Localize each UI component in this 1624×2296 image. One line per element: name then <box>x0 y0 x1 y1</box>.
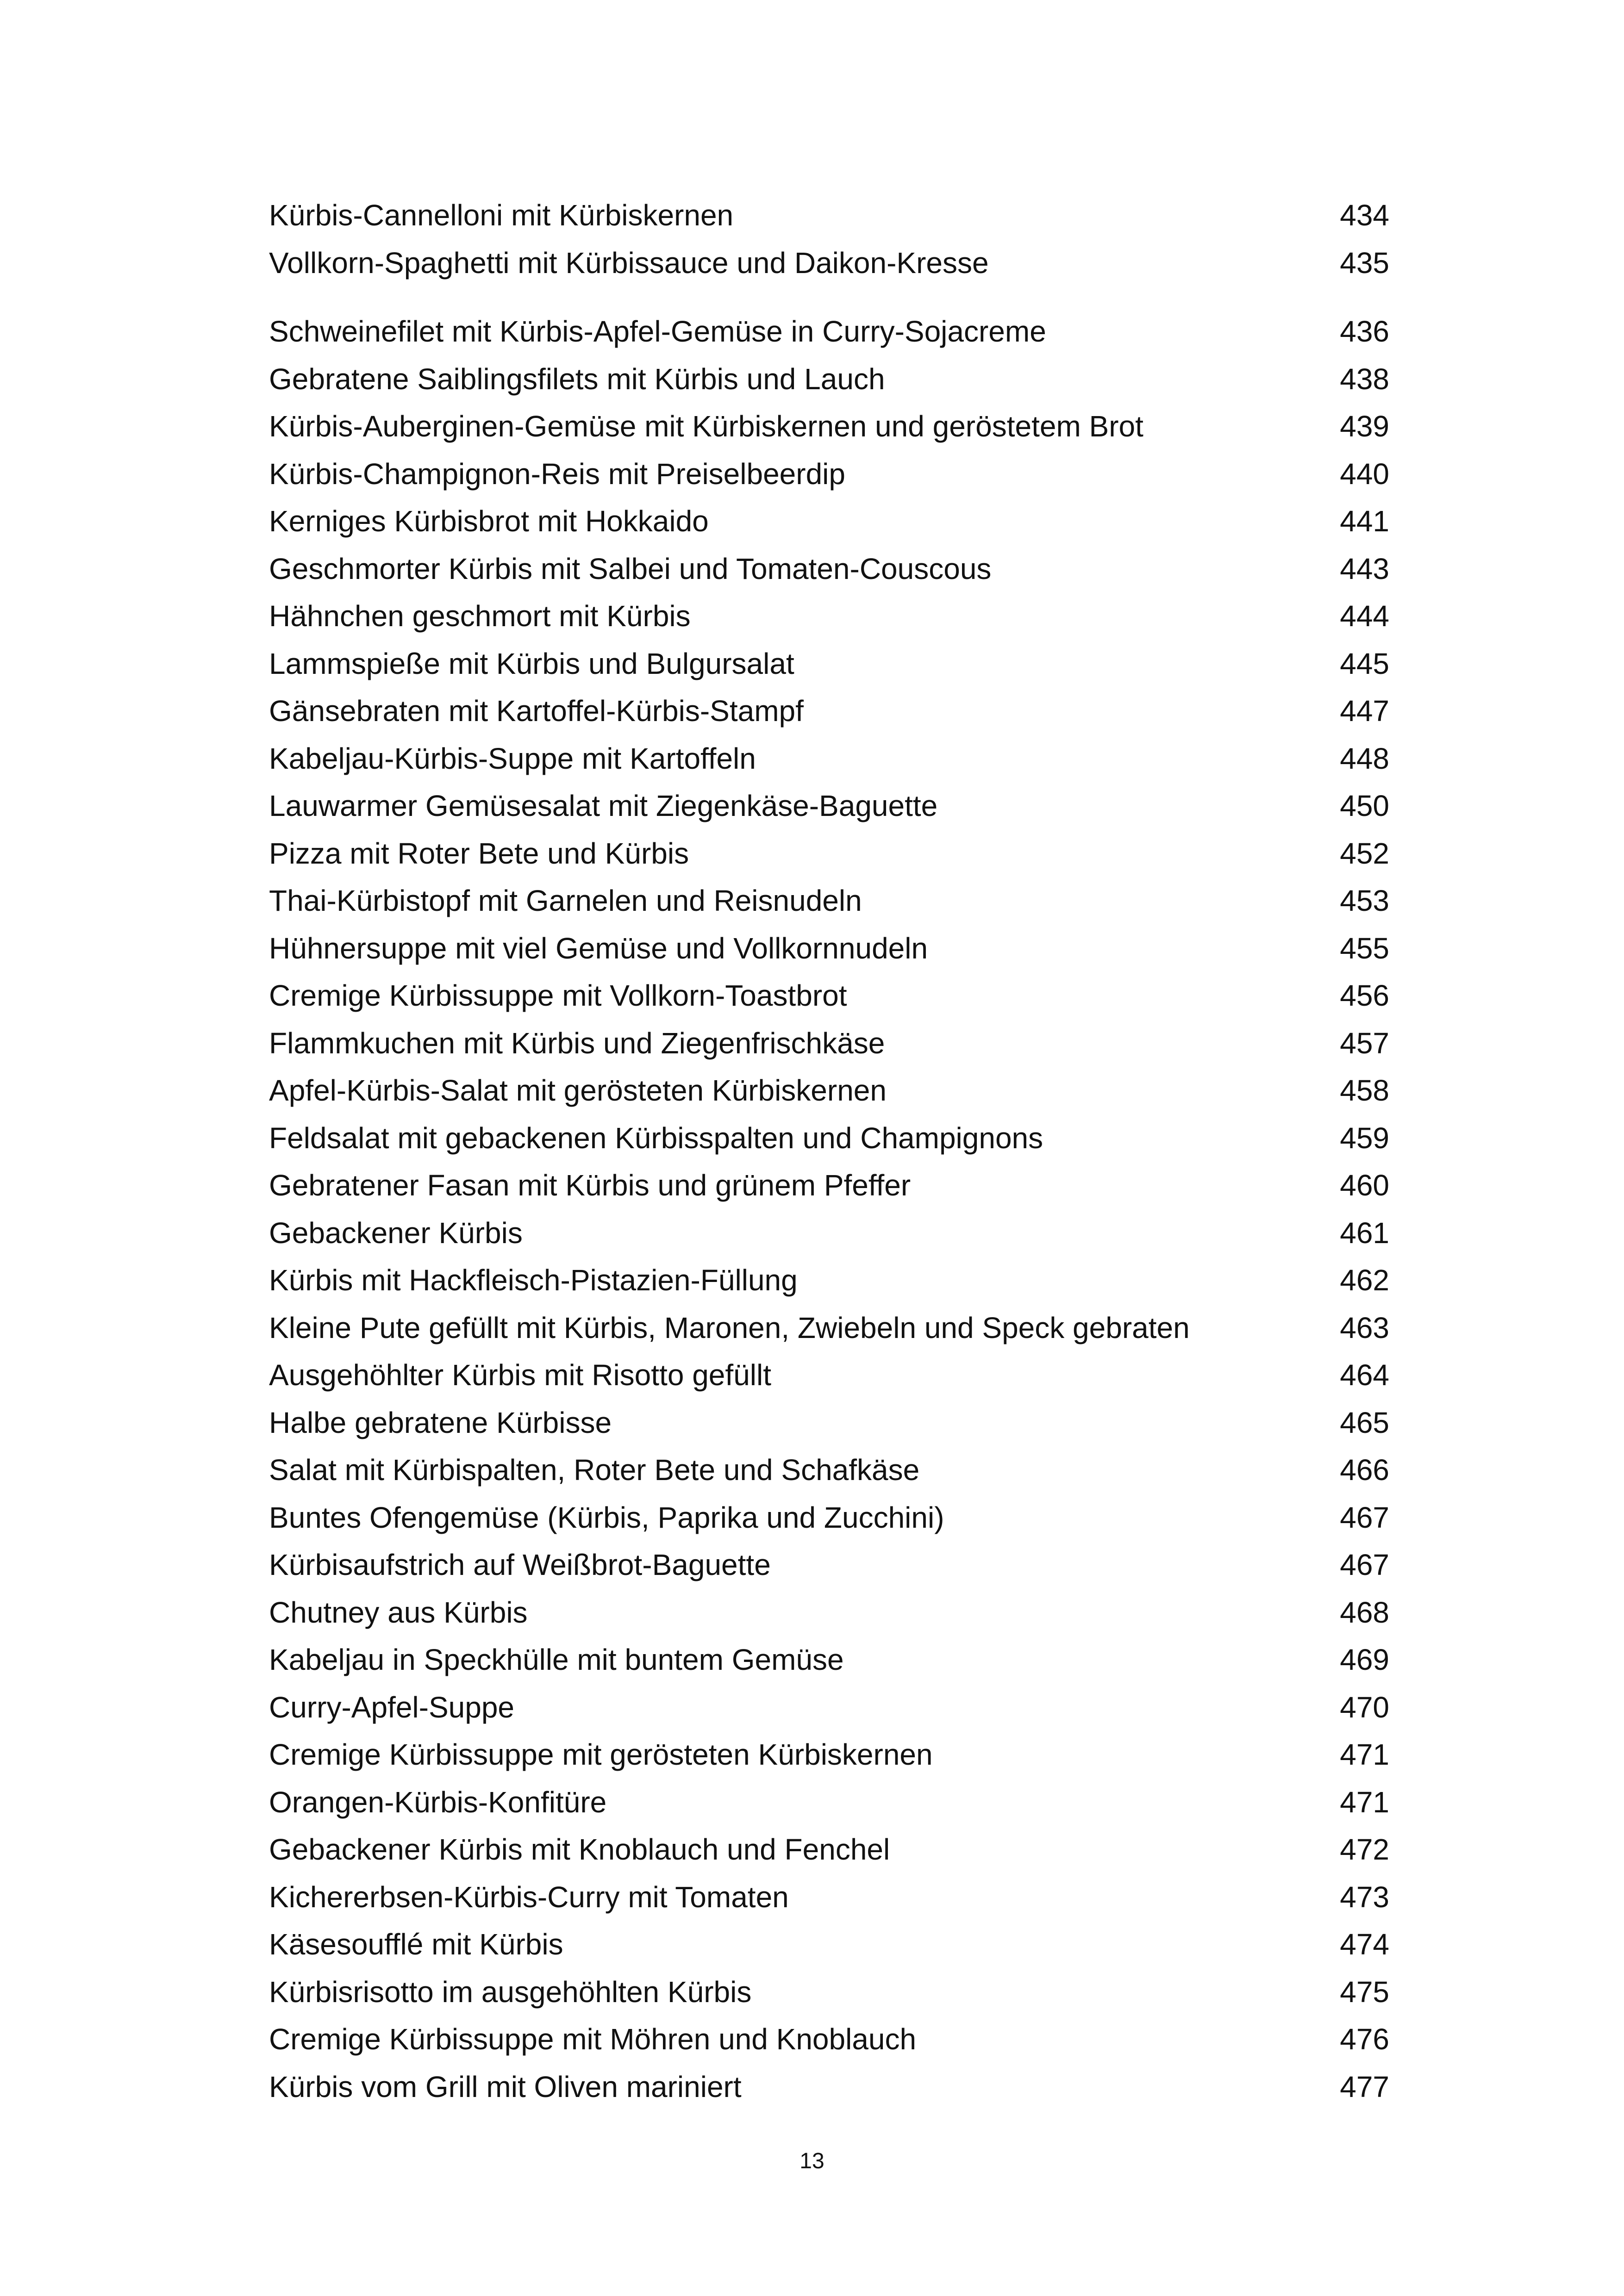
toc-entry-title: Kabeljau-Kürbis-Suppe mit Kartoffeln <box>269 741 756 775</box>
toc-entry <box>269 972 1389 1020</box>
toc-entry-title: Kerniges Kürbisbrot mit Hokkaido <box>269 504 709 538</box>
toc-entry-title: Vollkorn-Spaghetti mit Kürbissauce und Daikon-Kresse <box>269 246 989 280</box>
toc-entry-title: Kabeljau in Speckhülle mit buntem Gemüse <box>269 1643 844 1676</box>
toc-entry-title: Lammspieße mit Kürbis und Bulgursalat <box>269 647 794 680</box>
toc-entry-page: 470 <box>1340 1690 1389 1724</box>
toc-entry-title: Buntes Ofengemüse (Kürbis, Paprika und Zucchini) <box>269 1500 944 1534</box>
toc-entry-page: 473 <box>1340 1880 1389 1914</box>
toc-entry-page: 468 <box>1340 1595 1389 1629</box>
toc-entry-title: Kichererbsen-Kürbis-Curry mit Tomaten <box>269 1880 789 1914</box>
toc-entry <box>269 1351 1389 1399</box>
toc-entry <box>269 735 1389 783</box>
toc-entry <box>269 1067 1389 1114</box>
toc-entry-page: 461 <box>1340 1216 1389 1250</box>
toc-entry-title: Chutney aus Kürbis <box>269 1595 528 1629</box>
toc-entry-page: 471 <box>1340 1785 1389 1819</box>
toc-entry <box>269 1684 1389 1731</box>
toc-entry <box>269 1636 1389 1684</box>
toc-entry-page: 467 <box>1340 1500 1389 1534</box>
toc-entry-title: Kürbis vom Grill mit Oliven mariniert <box>269 2070 742 2103</box>
toc-entry-page: 453 <box>1340 884 1389 917</box>
toc-entry-page: 464 <box>1340 1358 1389 1392</box>
toc-entry <box>269 830 1389 877</box>
toc-entry <box>269 877 1389 925</box>
toc-entry-page: 456 <box>1340 979 1389 1012</box>
toc-entry-title: Pizza mit Roter Bete und Kürbis <box>269 836 689 870</box>
toc-entry-page: 474 <box>1340 1928 1389 1961</box>
toc-entry <box>269 1873 1389 1921</box>
toc-entry <box>269 308 1389 355</box>
toc-entry-page: 444 <box>1340 599 1389 633</box>
toc-entry <box>269 1399 1389 1447</box>
toc-entry-title: Curry-Apfel-Suppe <box>269 1690 514 1724</box>
toc-entry-title: Kleine Pute gefüllt mit Kürbis, Maronen, Zwiebeln und Speck gebraten <box>269 1311 1190 1344</box>
toc-entry <box>269 2016 1389 2063</box>
toc-entry-title: Gebackener Kürbis <box>269 1216 523 1250</box>
toc-entry-page: 435 <box>1340 246 1389 280</box>
toc-entry-title: Feldsalat mit gebackenen Kürbisspalten und Champignons <box>269 1121 1043 1155</box>
toc-entry-title: Hühnersuppe mit viel Gemüse und Vollkornnudeln <box>269 931 928 965</box>
toc-entry <box>269 2063 1389 2111</box>
toc-entry-title: Apfel-Kürbis-Salat mit gerösteten Kürbiskernen <box>269 1074 887 1107</box>
toc-entry-title: Ausgehöhlter Kürbis mit Risotto gefüllt <box>269 1358 771 1392</box>
toc-entry-page: 472 <box>1340 1833 1389 1866</box>
toc-entry-page: 477 <box>1340 2070 1389 2103</box>
toc-entry-title: Kürbisrisotto im ausgehöhlten Kürbis <box>269 1975 752 2009</box>
toc-entry-page: 457 <box>1340 1026 1389 1060</box>
toc-entry-title: Cremige Kürbissuppe mit Möhren und Knoblauch <box>269 2022 917 2056</box>
toc-entry-page: 434 <box>1340 199 1389 232</box>
toc-entry <box>269 403 1389 450</box>
toc-entry-title: Kürbis mit Hackfleisch-Pistazien-Füllung <box>269 1263 798 1297</box>
toc-entry-title: Flammkuchen mit Kürbis und Ziegenfrischkäse <box>269 1026 885 1060</box>
toc-entry-title: Salat mit Kürbispalten, Roter Bete und Schafkäse <box>269 1453 920 1487</box>
toc-entry-page: 458 <box>1340 1074 1389 1107</box>
toc-entry <box>269 1779 1389 1826</box>
toc-entry-page: 450 <box>1340 789 1389 822</box>
toc-entry <box>269 925 1389 972</box>
toc-entry-page: 459 <box>1340 1121 1389 1155</box>
toc-entry <box>269 1968 1389 2016</box>
table-of-contents <box>269 192 1389 2110</box>
toc-entry <box>269 545 1389 593</box>
toc-entry-page: 462 <box>1340 1263 1389 1297</box>
toc-entry-page: 440 <box>1340 457 1389 491</box>
toc-entry-page: 471 <box>1340 1738 1389 1771</box>
toc-entry <box>269 1494 1389 1542</box>
toc-entry-title: Orangen-Kürbis-Konfitüre <box>269 1785 607 1819</box>
toc-entry-page: 466 <box>1340 1453 1389 1487</box>
toc-entry-title: Kürbis-Cannelloni mit Kürbiskernen <box>269 199 734 232</box>
toc-entry <box>269 1541 1389 1589</box>
toc-entry-page: 469 <box>1340 1643 1389 1676</box>
toc-entry-page: 455 <box>1340 931 1389 965</box>
toc-entry-page: 438 <box>1340 362 1389 396</box>
toc-entry-title: Cremige Kürbissuppe mit gerösteten Kürbiskernen <box>269 1738 933 1771</box>
toc-entry <box>269 592 1389 640</box>
toc-entry-page: 443 <box>1340 552 1389 585</box>
toc-entry-title: Halbe gebratene Kürbisse <box>269 1406 612 1439</box>
toc-entry-page: 452 <box>1340 836 1389 870</box>
toc-entry-title: Thai-Kürbistopf mit Garnelen und Reisnudeln <box>269 884 862 917</box>
toc-entry-title: Gebratener Fasan mit Kürbis und grünem Pfeffer <box>269 1169 911 1202</box>
toc-entry <box>269 498 1389 545</box>
toc-entry-page: 439 <box>1340 410 1389 443</box>
toc-entry <box>269 687 1389 735</box>
toc-entry <box>269 1209 1389 1257</box>
toc-entry <box>269 355 1389 403</box>
toc-entry-page: 445 <box>1340 647 1389 680</box>
toc-entry <box>269 1304 1389 1352</box>
toc-entry-page: 448 <box>1340 741 1389 775</box>
toc-entry <box>269 450 1389 498</box>
toc-entry-title: Geschmorter Kürbis mit Salbei und Tomaten-Couscous <box>269 552 992 585</box>
toc-entry <box>269 1257 1389 1304</box>
toc-entry-title: Gebratene Saiblingsfilets mit Kürbis und Lauch <box>269 362 885 396</box>
toc-entry-title: Kürbis-Auberginen-Gemüse mit Kürbiskernen und geröstetem Brot <box>269 410 1143 443</box>
toc-entry <box>269 1162 1389 1209</box>
toc-entry <box>269 1446 1389 1494</box>
toc-entry-page: 460 <box>1340 1169 1389 1202</box>
toc-entry-page: 447 <box>1340 694 1389 728</box>
page-number: 13 <box>800 2149 824 2173</box>
toc-entry-title: Gänsebraten mit Kartoffel-Kürbis-Stampf <box>269 694 804 728</box>
toc-entry-title: Gebackener Kürbis mit Knoblauch und Fenchel <box>269 1833 890 1866</box>
toc-entry-page: 436 <box>1340 315 1389 348</box>
toc-entry <box>269 782 1389 830</box>
toc-entry-title: Kürbisaufstrich auf Weißbrot-Baguette <box>269 1548 771 1581</box>
toc-entry <box>269 1826 1389 1873</box>
toc-entry <box>269 1921 1389 1968</box>
toc-entry <box>269 192 1389 239</box>
toc-entry-title: Schweinefilet mit Kürbis-Apfel-Gemüse in Curry-Sojacreme <box>269 315 1046 348</box>
toc-entry-title: Hähnchen geschmort mit Kürbis <box>269 599 691 633</box>
toc-entry <box>269 1020 1389 1067</box>
toc-entry-title: Kürbis-Champignon-Reis mit Preiselbeerdip <box>269 457 845 491</box>
toc-entry <box>269 239 1389 287</box>
toc-entry-page: 467 <box>1340 1548 1389 1581</box>
toc-entry-page: 463 <box>1340 1311 1389 1344</box>
toc-entry-page: 441 <box>1340 504 1389 538</box>
toc-entry-title: Lauwarmer Gemüsesalat mit Ziegenkäse-Baguette <box>269 789 938 822</box>
toc-entry-page: 476 <box>1340 2022 1389 2056</box>
toc-entry-title: Käsesoufflé mit Kürbis <box>269 1928 563 1961</box>
toc-entry <box>269 1114 1389 1162</box>
toc-entry-title: Cremige Kürbissuppe mit Vollkorn-Toastbrot <box>269 979 847 1012</box>
toc-entry <box>269 1731 1389 1779</box>
toc-entry-page: 475 <box>1340 1975 1389 2009</box>
toc-entry-page: 465 <box>1340 1406 1389 1439</box>
toc-entry <box>269 640 1389 688</box>
toc-entry <box>269 1589 1389 1636</box>
